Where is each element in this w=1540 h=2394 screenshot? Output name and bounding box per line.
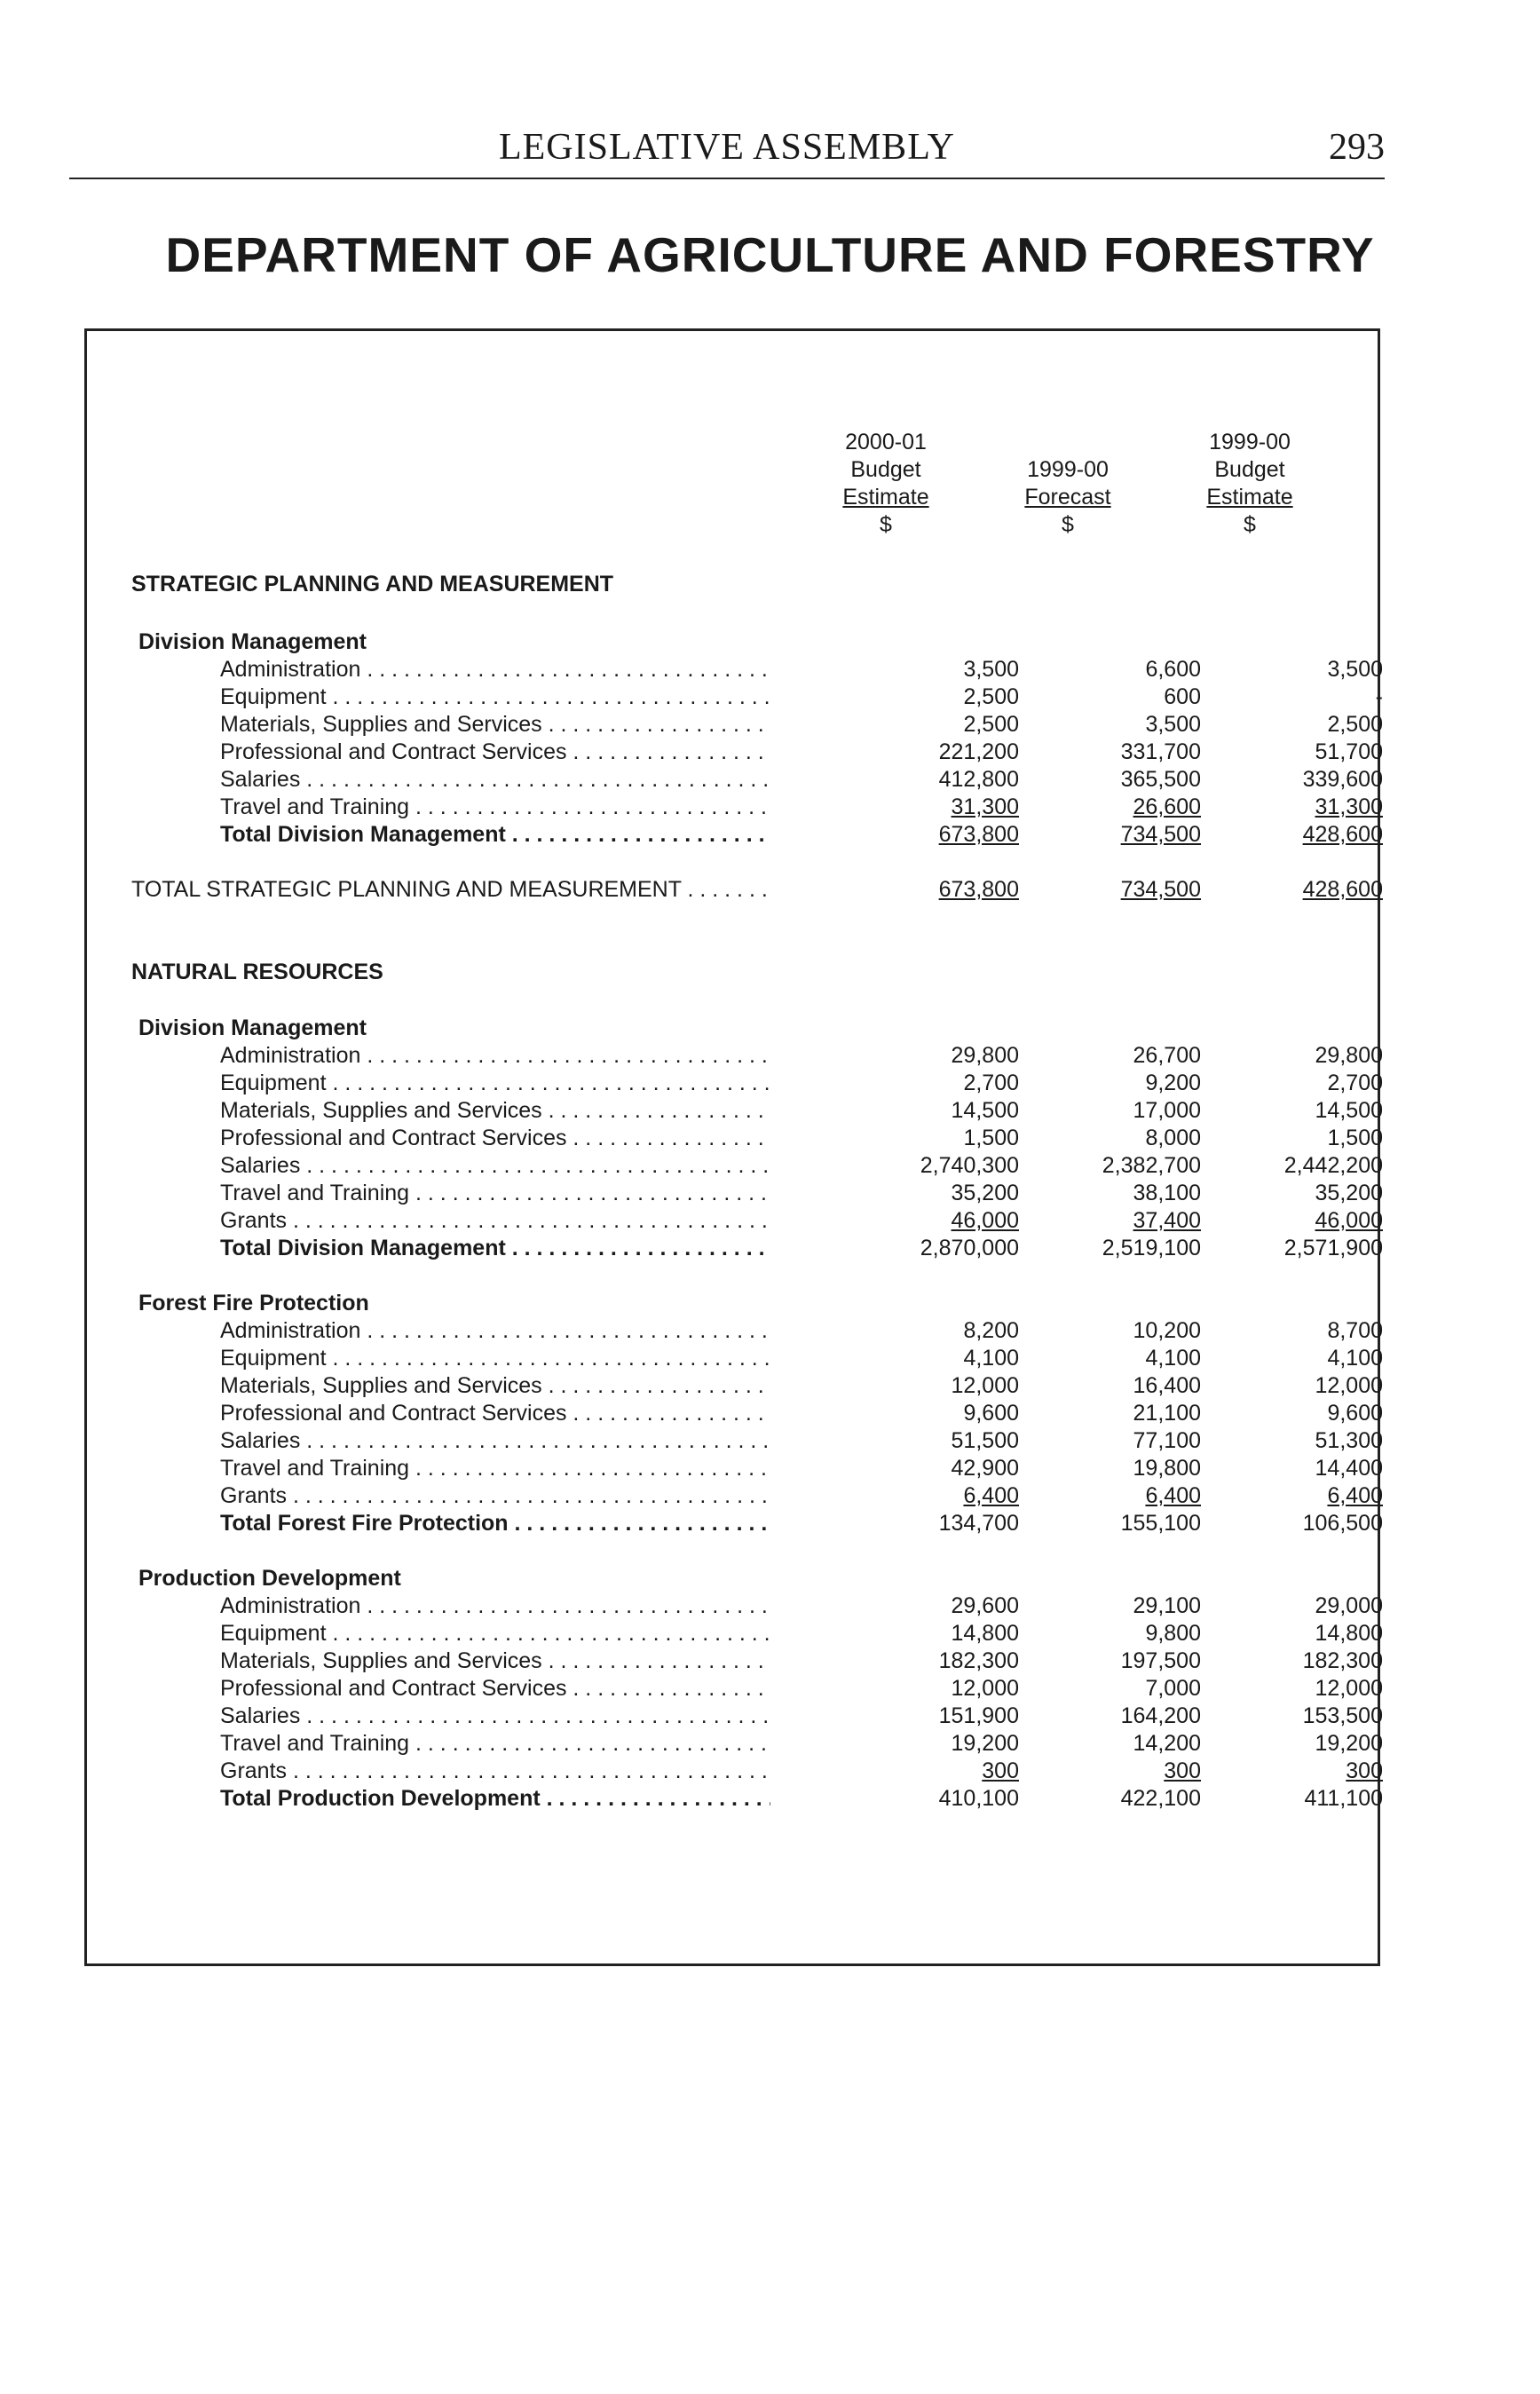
column-header-line: Estimate bbox=[1206, 485, 1293, 510]
row-value-col3: 14,400 bbox=[1315, 1456, 1383, 1481]
row-value-col3: 2,500 bbox=[1327, 712, 1383, 737]
column-header-line: 2000-01 bbox=[845, 430, 927, 454]
row-label: Total Division Management . . . bbox=[87, 1235, 770, 1262]
row-value-col3: 19,200 bbox=[1315, 1731, 1383, 1756]
row-value-col1: 673,800 bbox=[938, 822, 1019, 847]
row-value-col2: 38,100 bbox=[1133, 1181, 1201, 1205]
row-value-col1: 19,200 bbox=[951, 1731, 1019, 1756]
row-value-col3: 9,600 bbox=[1327, 1401, 1383, 1426]
row-label: Grants . . . bbox=[87, 1758, 770, 1785]
row-value-col2: 164,200 bbox=[1120, 1703, 1201, 1728]
row-value-col1: 2,700 bbox=[963, 1071, 1019, 1095]
row-value-col2: 2,382,700 bbox=[1102, 1153, 1201, 1178]
row-value-col1: 6,400 bbox=[963, 1483, 1019, 1508]
row-value-col1: 673,800 bbox=[938, 877, 1019, 902]
row-value-col2: 300 bbox=[1164, 1758, 1201, 1783]
row-label: Travel and Training . . . bbox=[87, 794, 770, 821]
row-value-col1: 12,000 bbox=[951, 1373, 1019, 1398]
table-row bbox=[87, 1372, 1383, 1400]
row-value-col1: 2,740,300 bbox=[920, 1153, 1019, 1178]
row-label: Division Management bbox=[138, 629, 367, 654]
row-value-col2: 7,000 bbox=[1145, 1676, 1201, 1701]
row-value-col3: 12,000 bbox=[1315, 1373, 1383, 1398]
total-row bbox=[87, 876, 1383, 904]
row-label: Total Production Development . . . bbox=[87, 1785, 770, 1813]
row-label: Travel and Training . . . bbox=[87, 1455, 770, 1482]
row-value-col1: 151,900 bbox=[938, 1703, 1019, 1728]
row-value-col3: 51,700 bbox=[1315, 739, 1383, 764]
table-row bbox=[87, 1703, 1383, 1730]
row-value-col2: 734,500 bbox=[1120, 877, 1201, 902]
row-value-col2: 26,600 bbox=[1133, 794, 1201, 819]
row-value-col2: 331,700 bbox=[1120, 739, 1201, 764]
row-value-col2: 21,100 bbox=[1133, 1401, 1201, 1426]
row-value-col3: 3,500 bbox=[1327, 657, 1383, 682]
row-value-col1: 29,800 bbox=[951, 1043, 1019, 1068]
row-value-col1: 8,200 bbox=[963, 1318, 1019, 1343]
row-value-col3: 300 bbox=[1346, 1758, 1383, 1783]
total-row bbox=[87, 1235, 1383, 1262]
row-label: Travel and Training . . . bbox=[87, 1730, 770, 1758]
row-value-col1: 3,500 bbox=[963, 657, 1019, 682]
row-label: Professional and Contract Services . . . bbox=[87, 739, 770, 766]
row-label: NATURAL RESOURCES bbox=[131, 960, 383, 984]
row-value-col1: 134,700 bbox=[938, 1511, 1019, 1536]
row-value-col3: 153,500 bbox=[1302, 1703, 1383, 1728]
row-value-col2: 6,400 bbox=[1145, 1483, 1201, 1508]
row-value-col1: 1,500 bbox=[963, 1126, 1019, 1150]
row-value-col3: 411,100 bbox=[1304, 1786, 1383, 1811]
table-row bbox=[87, 1620, 1383, 1647]
table-row bbox=[87, 1070, 1383, 1097]
row-value-col1: 35,200 bbox=[951, 1181, 1019, 1205]
row-value-col2: 16,400 bbox=[1133, 1373, 1201, 1398]
row-label: Administration . . . bbox=[87, 1592, 770, 1620]
row-value-col1: 31,300 bbox=[951, 794, 1019, 819]
table-row bbox=[87, 794, 1383, 821]
table-row bbox=[87, 683, 1383, 711]
row-value-col3: 2,442,200 bbox=[1283, 1153, 1383, 1178]
row-value-col1: 9,600 bbox=[963, 1401, 1019, 1426]
row-value-col3: 428,600 bbox=[1302, 822, 1383, 847]
table-row bbox=[87, 1317, 1383, 1345]
row-value-col3: 182,300 bbox=[1302, 1648, 1383, 1673]
row-value-col2: 2,519,100 bbox=[1102, 1236, 1201, 1260]
row-value-col2: 4,100 bbox=[1145, 1346, 1201, 1371]
row-value-col2: 6,600 bbox=[1145, 657, 1201, 682]
row-label: Materials, Supplies and Services . . . bbox=[87, 1647, 770, 1675]
table-row bbox=[87, 1647, 1383, 1675]
table-row bbox=[87, 1152, 1383, 1180]
table-row bbox=[87, 1097, 1383, 1125]
row-value-col1: 12,000 bbox=[951, 1676, 1019, 1701]
total-row bbox=[87, 1785, 1383, 1813]
table-row bbox=[87, 1042, 1383, 1070]
row-value-col3: - bbox=[1375, 684, 1383, 709]
row-value-col1: 51,500 bbox=[951, 1428, 1019, 1453]
row-label: Grants . . . bbox=[87, 1482, 770, 1510]
row-value-col1: 300 bbox=[982, 1758, 1019, 1783]
row-value-col2: 600 bbox=[1164, 684, 1201, 709]
column-header-1999-00-estimate bbox=[1117, 429, 1383, 539]
section-heading bbox=[87, 959, 1383, 986]
row-value-col2: 197,500 bbox=[1120, 1648, 1201, 1673]
row-value-col1: 46,000 bbox=[951, 1208, 1019, 1233]
row-label: Total Division Management . . . bbox=[87, 821, 770, 849]
row-label: Equipment . . . bbox=[87, 1070, 770, 1097]
row-value-col1: 410,100 bbox=[938, 1786, 1019, 1811]
row-value-col1: 2,870,000 bbox=[920, 1236, 1019, 1260]
row-value-col1: 42,900 bbox=[951, 1456, 1019, 1481]
table-row bbox=[87, 1758, 1383, 1785]
row-value-col3: 106,500 bbox=[1302, 1511, 1383, 1536]
department-title: DEPARTMENT OF AGRICULTURE AND FORESTRY bbox=[165, 227, 1375, 282]
estimates-table bbox=[84, 328, 1383, 1966]
column-header-line: Budget bbox=[1214, 457, 1285, 482]
table-row bbox=[87, 1180, 1383, 1207]
column-header-unit: $ bbox=[880, 512, 892, 537]
column-header-unit: $ bbox=[1062, 512, 1074, 537]
row-value-col3: 14,500 bbox=[1315, 1098, 1383, 1123]
group-heading bbox=[87, 1290, 1383, 1317]
table-row bbox=[87, 1592, 1383, 1620]
row-value-col2: 365,500 bbox=[1120, 767, 1201, 792]
table-row bbox=[87, 739, 1383, 766]
row-value-col3: 4,100 bbox=[1327, 1346, 1383, 1371]
row-label: Professional and Contract Services . . . bbox=[87, 1675, 770, 1703]
running-title: LEGISLATIVE ASSEMBLY bbox=[499, 127, 955, 168]
row-value-col2: 19,800 bbox=[1133, 1456, 1201, 1481]
table-row bbox=[87, 1345, 1383, 1372]
row-value-col2: 9,800 bbox=[1145, 1621, 1201, 1646]
table-row bbox=[87, 1400, 1383, 1427]
row-label: Professional and Contract Services . . . bbox=[87, 1400, 770, 1427]
row-label: Production Development bbox=[138, 1566, 401, 1591]
row-value-col1: 4,100 bbox=[963, 1346, 1019, 1371]
row-value-col3: 6,400 bbox=[1327, 1483, 1383, 1508]
row-label: Professional and Contract Services . . . bbox=[87, 1125, 770, 1152]
row-label: Division Management bbox=[138, 1015, 367, 1040]
row-value-col1: 14,500 bbox=[951, 1098, 1019, 1123]
row-value-col2: 734,500 bbox=[1120, 822, 1201, 847]
table-row bbox=[87, 766, 1383, 794]
row-label: Forest Fire Protection bbox=[138, 1291, 369, 1316]
row-value-col2: 155,100 bbox=[1120, 1511, 1201, 1536]
row-value-col3: 2,700 bbox=[1327, 1071, 1383, 1095]
table-row bbox=[87, 711, 1383, 739]
row-label: Materials, Supplies and Services . . . bbox=[87, 711, 770, 739]
row-label: Equipment . . . bbox=[87, 1620, 770, 1647]
table-row bbox=[87, 1730, 1383, 1758]
row-value-col3: 29,000 bbox=[1315, 1593, 1383, 1618]
row-value-col2: 37,400 bbox=[1133, 1208, 1201, 1233]
column-header-line: 1999-00 bbox=[1209, 430, 1291, 454]
row-label: Salaries . . . bbox=[87, 1427, 770, 1455]
row-label: Equipment . . . bbox=[87, 1345, 770, 1372]
row-value-col3: 8,700 bbox=[1327, 1318, 1383, 1343]
column-header-line: Forecast bbox=[1024, 485, 1111, 510]
row-value-col3: 12,000 bbox=[1315, 1676, 1383, 1701]
row-label: Salaries . . . bbox=[87, 1152, 770, 1180]
row-value-col3: 46,000 bbox=[1315, 1208, 1383, 1233]
row-label: Salaries . . . bbox=[87, 766, 770, 794]
table-row bbox=[87, 1427, 1383, 1455]
row-value-col3: 35,200 bbox=[1315, 1181, 1383, 1205]
row-value-col2: 17,000 bbox=[1133, 1098, 1201, 1123]
row-value-col3: 31,300 bbox=[1315, 794, 1383, 819]
page-number: 293 bbox=[1329, 127, 1385, 168]
row-value-col3: 2,571,900 bbox=[1283, 1236, 1383, 1260]
row-value-col2: 10,200 bbox=[1133, 1318, 1201, 1343]
row-value-col2: 422,100 bbox=[1120, 1786, 1201, 1811]
row-value-col1: 29,600 bbox=[951, 1593, 1019, 1618]
table-row bbox=[87, 1482, 1383, 1510]
row-label: Administration . . . bbox=[87, 656, 770, 683]
row-value-col3: 339,600 bbox=[1302, 767, 1383, 792]
row-value-col1: 2,500 bbox=[963, 712, 1019, 737]
table-row bbox=[87, 656, 1383, 683]
row-value-col1: 182,300 bbox=[938, 1648, 1019, 1673]
row-value-col3: 51,300 bbox=[1315, 1428, 1383, 1453]
row-label: Equipment . . . bbox=[87, 683, 770, 711]
row-value-col2: 3,500 bbox=[1145, 712, 1201, 737]
row-label: Travel and Training . . . bbox=[87, 1180, 770, 1207]
row-value-col1: 412,800 bbox=[938, 767, 1019, 792]
row-value-col2: 26,700 bbox=[1133, 1043, 1201, 1068]
row-value-col2: 9,200 bbox=[1145, 1071, 1201, 1095]
row-value-col1: 2,500 bbox=[963, 684, 1019, 709]
column-header-line: 1999-00 bbox=[1027, 457, 1109, 482]
table-row bbox=[87, 1455, 1383, 1482]
row-value-col1: 221,200 bbox=[938, 739, 1019, 764]
column-header-unit: $ bbox=[1244, 512, 1256, 537]
total-row bbox=[87, 821, 1383, 849]
row-value-col3: 29,800 bbox=[1315, 1043, 1383, 1068]
table-row bbox=[87, 1675, 1383, 1703]
running-header bbox=[69, 122, 1385, 179]
section-heading bbox=[87, 571, 1383, 598]
column-header-line: Budget bbox=[850, 457, 921, 482]
total-row bbox=[87, 1510, 1383, 1537]
row-label: TOTAL STRATEGIC PLANNING AND MEASUREMENT . . . bbox=[87, 876, 770, 904]
row-label: Administration . . . bbox=[87, 1042, 770, 1070]
row-value-col2: 29,100 bbox=[1133, 1593, 1201, 1618]
row-label: Materials, Supplies and Services . . . bbox=[87, 1097, 770, 1125]
row-value-col3: 1,500 bbox=[1327, 1126, 1383, 1150]
row-value-col3: 14,800 bbox=[1315, 1621, 1383, 1646]
row-value-col2: 8,000 bbox=[1145, 1126, 1201, 1150]
group-heading bbox=[87, 1565, 1383, 1592]
row-label: Materials, Supplies and Services . . . bbox=[87, 1372, 770, 1400]
row-label: Administration . . . bbox=[87, 1317, 770, 1345]
row-label: STRATEGIC PLANNING AND MEASUREMENT bbox=[131, 572, 614, 597]
table-row bbox=[87, 1207, 1383, 1235]
row-value-col1: 14,800 bbox=[951, 1621, 1019, 1646]
row-value-col2: 77,100 bbox=[1133, 1428, 1201, 1453]
row-value-col2: 14,200 bbox=[1133, 1731, 1201, 1756]
row-label: Salaries . . . bbox=[87, 1703, 770, 1730]
table-row bbox=[87, 1125, 1383, 1152]
column-header-line: Estimate bbox=[842, 485, 929, 510]
row-label: Total Forest Fire Protection . . . bbox=[87, 1510, 770, 1537]
group-heading bbox=[87, 628, 1383, 656]
row-value-col3: 428,600 bbox=[1302, 877, 1383, 902]
group-heading bbox=[87, 1015, 1383, 1042]
row-label: Grants . . . bbox=[87, 1207, 770, 1235]
